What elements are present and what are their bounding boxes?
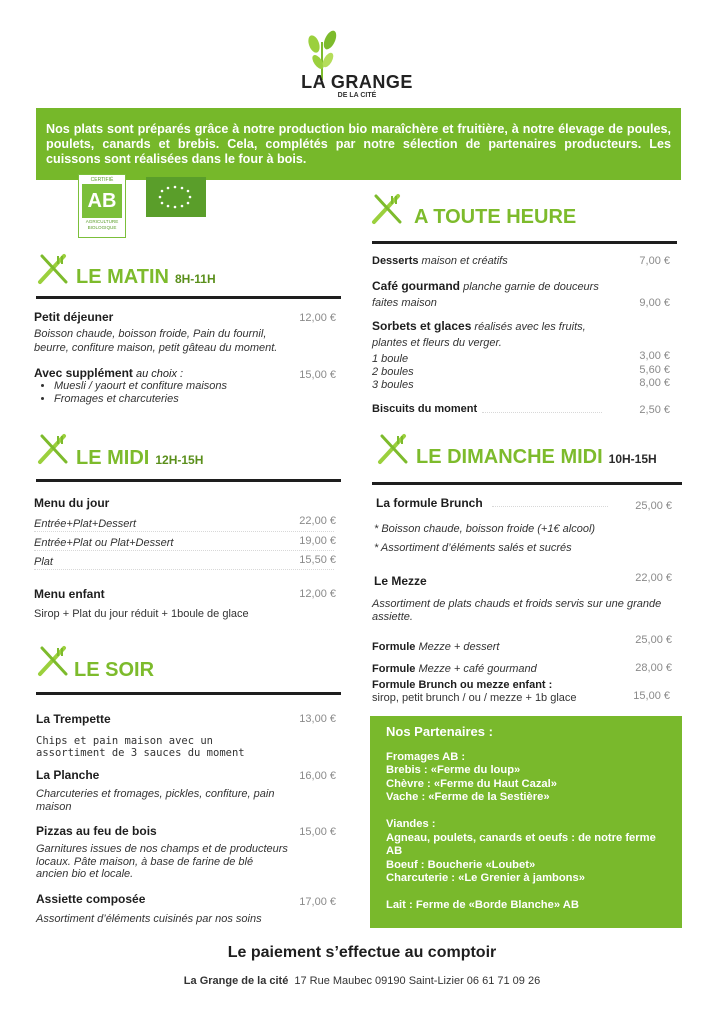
desserts-title: Desserts — [372, 255, 419, 267]
section-title-midi — [76, 447, 203, 470]
brunch-title: La formule Brunch — [376, 496, 483, 510]
item-price: 15,00 € — [299, 826, 336, 838]
cafe-title: Café gourmand — [372, 279, 461, 293]
ab-certified-label: CERTIFIÉ — [90, 177, 114, 183]
brunch-line: * Boisson chaude, boisson froide (+1€ alcool) — [374, 523, 596, 535]
item-description: Garnitures issues de nos champs et de producteurs locaux. Pâte maison, à base de farine de blé ancien bio et locale. — [36, 843, 288, 880]
spacer — [386, 805, 666, 819]
dimanche-hours: 10H-15H — [608, 452, 657, 466]
biscuits-title: Biscuits du moment — [372, 403, 478, 415]
item-price: 22,00 € — [299, 515, 336, 527]
sorbet-row-label: 2 boules — [372, 366, 414, 378]
item-price: 25,00 € — [635, 500, 672, 512]
item-price: 12,00 € — [299, 312, 336, 324]
desserts-desc: maison et créatifs — [418, 255, 508, 267]
section-title-toute-heure: A TOUTE HEURE — [414, 206, 577, 228]
cafe-line — [372, 278, 622, 310]
cutlery-icon — [36, 644, 70, 678]
list-item: • Muesli / yaourt et confiture maisons — [54, 380, 304, 393]
item-description: Assortiment d’éléments cuisinés par nos soins — [36, 913, 262, 925]
partner-line: Brebis : «Ferme du loup» — [386, 764, 521, 776]
ab-certification-logo — [78, 174, 126, 238]
item-title: La Trempette — [36, 712, 111, 726]
cutlery-icon — [36, 432, 70, 466]
partner-line: Chèvre : «Ferme du Haut Cazal» — [386, 777, 557, 790]
section-title-matin — [76, 266, 216, 289]
item-title: Petit déjeuner — [34, 310, 114, 324]
list-item: • Fromages et charcuteries — [54, 393, 304, 406]
midi-hours: 12H-15H — [155, 453, 204, 467]
footer-name: La Grange de la cité — [183, 975, 289, 987]
item-price: 7,00 € — [639, 255, 670, 267]
supplement-title: Avec supplément — [34, 366, 133, 380]
item-price: 3,00 € — [639, 350, 670, 362]
item-title: Pizzas au feu de bois — [36, 824, 157, 838]
menu-row-label: Entrée+Plat+Dessert — [34, 518, 137, 530]
partners-box — [370, 716, 682, 928]
spacer — [386, 886, 666, 900]
section-title-soir: LE SOIR — [74, 659, 155, 681]
item-price: 8,00 € — [639, 377, 670, 389]
item-price: 22,00 € — [635, 572, 672, 584]
item-price: 15,00 € — [299, 369, 336, 381]
partner-line: Agneau, poulets, canards et oeufs : de notre ferme AB — [386, 831, 656, 857]
sorbets-desc: réalisés avec les fruits, plantes et fleurs du verger. — [372, 321, 586, 349]
brunch-line: * Assortiment d’éléments salés et sucrés — [374, 542, 572, 554]
menu-enfant-desc: Sirop + Plat du jour réduit + 1boule de glace — [34, 608, 249, 620]
item-title: Assiette composée — [36, 892, 146, 906]
formule-title: Formule — [372, 663, 416, 675]
dotted-leader — [492, 506, 608, 507]
item-price: 12,00 € — [299, 588, 336, 600]
matin-title: LE MATIN — [76, 266, 169, 288]
desserts-line — [372, 254, 508, 268]
partners-title: Nos Partenaires : — [386, 724, 493, 739]
brunch-enfant-desc: sirop, petit brunch / ou / mezze + 1b glace — [372, 692, 577, 704]
item-price: 2,50 € — [639, 404, 670, 416]
sorbets-title: Sorbets et glaces — [372, 319, 472, 333]
brand-subtitle: DE LA CITÉ — [337, 92, 377, 99]
matin-hours: 8H-11H — [174, 272, 216, 286]
supplement-list — [36, 380, 304, 406]
brand-name: LA GRANGE — [301, 72, 413, 92]
item-price: 9,00 € — [639, 297, 670, 309]
divider — [36, 692, 341, 695]
dotted-leader — [482, 412, 602, 413]
item-price: 17,00 € — [299, 896, 336, 908]
partner-line: Boeuf : Boucherie «Loubet» — [386, 858, 536, 871]
divider — [372, 482, 682, 485]
item-price: 5,60 € — [639, 364, 670, 376]
cutlery-icon — [376, 432, 410, 466]
partner-line: Viandes : — [386, 818, 436, 830]
intro-banner: Nos plats sont préparés grâce à notre production bio maraîchère et fruitière, à notre élevage de poules, poulets, canards et brebis. Cela, complétés par notre sélection de partenaires producteurs. Les cuissons sont réalisées dans le four à bois. — [36, 108, 681, 180]
midi-title: LE MIDI — [76, 447, 150, 469]
menu-enfant-title: Menu enfant — [34, 587, 105, 601]
item-price: 25,00 € — [635, 634, 672, 646]
item-title — [34, 366, 183, 380]
item-price: 15,50 € — [299, 554, 336, 566]
item-price: 15,00 € — [633, 690, 670, 702]
formule-desc: Mezze + dessert — [415, 641, 500, 653]
cutlery-icon — [36, 252, 70, 286]
sorbet-row-label: 3 boules — [372, 379, 414, 391]
dimanche-title: LE DIMANCHE MIDI — [416, 446, 603, 468]
mezze-desc: Assortiment de plats chauds et froids servis sur une grande assiette. — [372, 598, 662, 623]
partner-line: Fromages AB : — [386, 750, 466, 763]
item-price: 28,00 € — [635, 662, 672, 674]
footer-address: 17 Rue Maubec 09190 Saint-Lizier 06 61 71 09 26 — [294, 975, 541, 987]
item-price: 16,00 € — [299, 770, 336, 782]
cutlery-icon — [370, 192, 404, 226]
divider — [372, 241, 677, 244]
sorbet-row-label: 1 boule — [372, 353, 409, 365]
ab-bio-label: AGRICULTURE BIOLOGIQUE — [85, 219, 119, 230]
item-description: Charcuteries et fromages, pickles, confiture, pain maison — [36, 788, 275, 813]
formule-line — [372, 637, 499, 655]
item-description: Boisson chaude, boisson froide, Pain du fournil, beurre, confiture maison, petit gâteau du moment. — [34, 328, 278, 354]
item-price: 19,00 € — [299, 535, 336, 547]
partner-line: Vache : «Ferme de la Sestière» — [386, 791, 550, 803]
ab-letters: AB — [82, 184, 122, 218]
cafe-desc: planche garnie de douceurs faites maison — [372, 281, 599, 309]
divider — [36, 296, 341, 299]
sorbets-line — [372, 318, 612, 350]
formule-line — [372, 659, 537, 677]
item-title: La Planche — [36, 768, 100, 782]
partner-line: Charcuterie : «Le Grenier à jambons» — [386, 872, 585, 884]
menu-row-label: Entrée+Plat ou Plat+Dessert — [34, 537, 174, 549]
eu-organic-leaf-icon — [146, 177, 206, 217]
partner-line: Lait : Ferme de «Borde Blanche» AB — [386, 899, 579, 911]
divider — [36, 479, 341, 482]
section-title-dimanche — [416, 446, 657, 469]
brunch-enfant-title: Formule Brunch ou mezze enfant : — [372, 679, 553, 691]
mezze-title: Le Mezze — [374, 574, 427, 588]
formule-title: Formule — [372, 641, 416, 653]
payment-notice: Le paiement s’effectue au comptoir — [227, 944, 497, 961]
menu-du-jour-title: Menu du jour — [34, 496, 110, 510]
footer — [0, 975, 724, 987]
menu-row-label: Plat — [34, 556, 53, 568]
formule-desc: Mezze + café gourmand — [415, 663, 537, 675]
supplement-suffix: au choix : — [132, 368, 184, 380]
item-description: Chips et pain maison avec un assortiment de 3 sauces du moment — [36, 735, 245, 759]
item-price: 13,00 € — [299, 713, 336, 725]
